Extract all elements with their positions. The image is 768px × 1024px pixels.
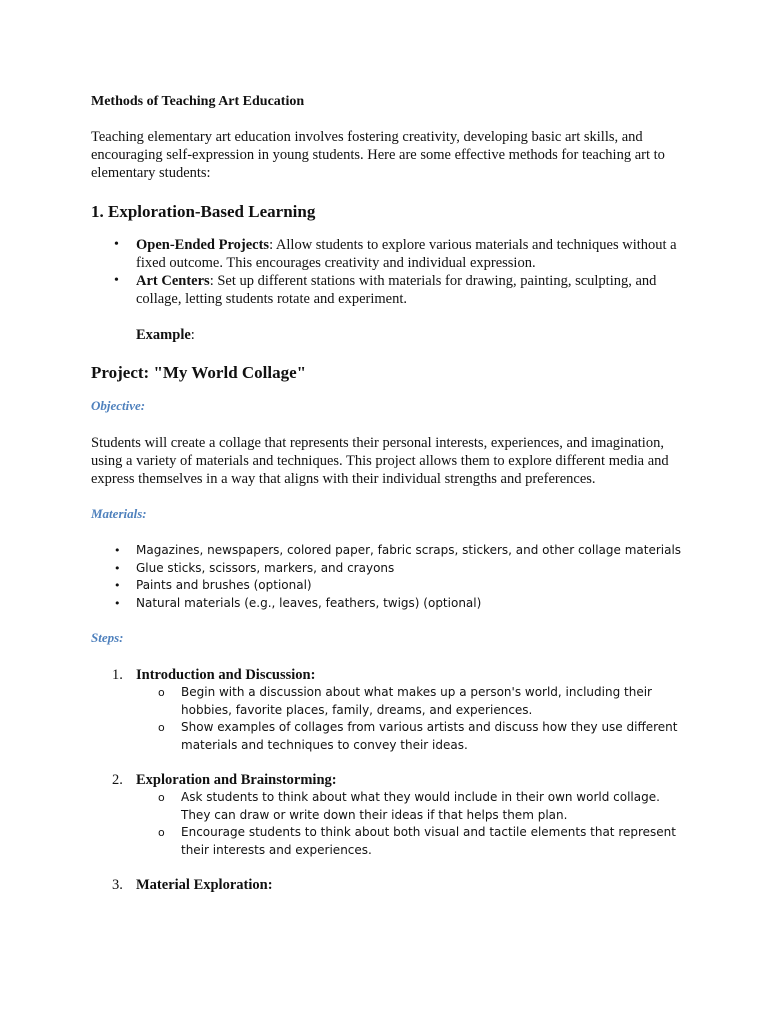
- exploration-bullet-list: [91, 236, 691, 308]
- example-colon: :: [190, 327, 195, 343]
- list-item: [91, 789, 691, 824]
- sub-item-text: Ask students to think about what they would include in their own world collage. They can draw or write down their ideas if that helps them plan.: [181, 790, 660, 822]
- list-item: [91, 236, 691, 272]
- list-item: [91, 272, 691, 308]
- step-title: [91, 876, 691, 894]
- list-item: [91, 595, 691, 613]
- sub-item-text: Encourage students to think about both visual and tactile elements that represent their interests and experiences.: [181, 825, 676, 857]
- sub-item-text: Show examples of collages from various artists and discuss how they use different materials and techniques to convey their ideas.: [181, 720, 678, 752]
- bullet-term: Art Centers: [136, 273, 210, 289]
- materials-list: [91, 542, 691, 612]
- step-title: [91, 666, 691, 684]
- bullet-icon: •: [114, 579, 121, 592]
- step-item: [91, 771, 691, 859]
- circle-bullet-icon: o: [158, 721, 165, 734]
- steps-heading: Steps:: [91, 630, 124, 645]
- step-title-text: Material Exploration:: [136, 877, 273, 893]
- circle-bullet-icon: o: [158, 826, 165, 839]
- bullet-icon: •: [114, 561, 121, 575]
- bullet-icon: •: [114, 237, 119, 252]
- materials-heading: Materials:: [91, 506, 147, 521]
- example-label: [91, 326, 691, 344]
- bullet-icon: •: [114, 544, 121, 557]
- sub-item-text: Begin with a discussion about what makes up a person's world, including their hobbies, favorite places, family, dreams, and experiences.: [181, 685, 652, 717]
- circle-bullet-icon: o: [158, 791, 165, 804]
- step-sub-list: [91, 789, 691, 859]
- list-item: [91, 719, 691, 754]
- material-text: Magazines, newspapers, colored paper, fabric scraps, stickers, and other collage materials: [136, 543, 682, 557]
- step-number: 1.: [112, 667, 123, 683]
- list-item: [91, 560, 691, 578]
- bullet-icon: •: [114, 273, 119, 288]
- objective-paragraph: Students will create a collage that represents their personal interests, experiences, and imagination, using a variety of materials and techniques. This project allows them to explore different media and express themselves in a way that aligns with their individual strengths and preferences.: [91, 435, 669, 487]
- project-heading: Project: "My World Collage": [91, 363, 307, 382]
- step-item: [91, 666, 691, 754]
- material-text: Natural materials (e.g., leaves, feathers, twigs) (optional): [136, 595, 482, 610]
- objective-heading: Objective:: [91, 398, 146, 413]
- material-text: Glue sticks, scissors, markers, and crayons: [136, 560, 395, 575]
- step-title-text: Introduction and Discussion:: [136, 667, 316, 683]
- intro-paragraph: Teaching elementary art education involves fostering creativity, developing basic art skills, and encouraging self-expression in young students. Here are some effective methods for teaching art to elementary students:: [91, 129, 665, 181]
- example-label-text: Example: [136, 327, 191, 343]
- step-title-text: Exploration and Brainstorming:: [136, 772, 337, 788]
- list-item: [91, 824, 691, 859]
- list-item: [91, 684, 691, 719]
- list-item: [91, 577, 691, 595]
- step-title: [91, 771, 691, 789]
- section-heading-exploration: 1. Exploration-Based Learning: [91, 202, 316, 221]
- list-item: [91, 542, 691, 560]
- step-sub-list: [91, 684, 691, 754]
- bullet-icon: •: [114, 596, 121, 610]
- bullet-term: Open-Ended Projects: [136, 237, 270, 253]
- step-number: 2.: [112, 772, 123, 788]
- step-number: 3.: [112, 877, 123, 893]
- circle-bullet-icon: o: [158, 686, 165, 699]
- bullet-text: : Allow students to explore various materials and techniques without a fixed outcome. This encourages creativity and individual expression.: [136, 237, 677, 271]
- steps-list: [91, 666, 691, 894]
- document-page: [91, 93, 691, 911]
- step-item: [91, 876, 691, 894]
- bullet-text: : Set up different stations with materials for drawing, painting, sculpting, and collage, letting students rotate and experiment.: [136, 273, 657, 307]
- material-text: Paints and brushes (optional): [136, 578, 312, 592]
- document-title: Methods of Teaching Art Education: [91, 94, 305, 109]
